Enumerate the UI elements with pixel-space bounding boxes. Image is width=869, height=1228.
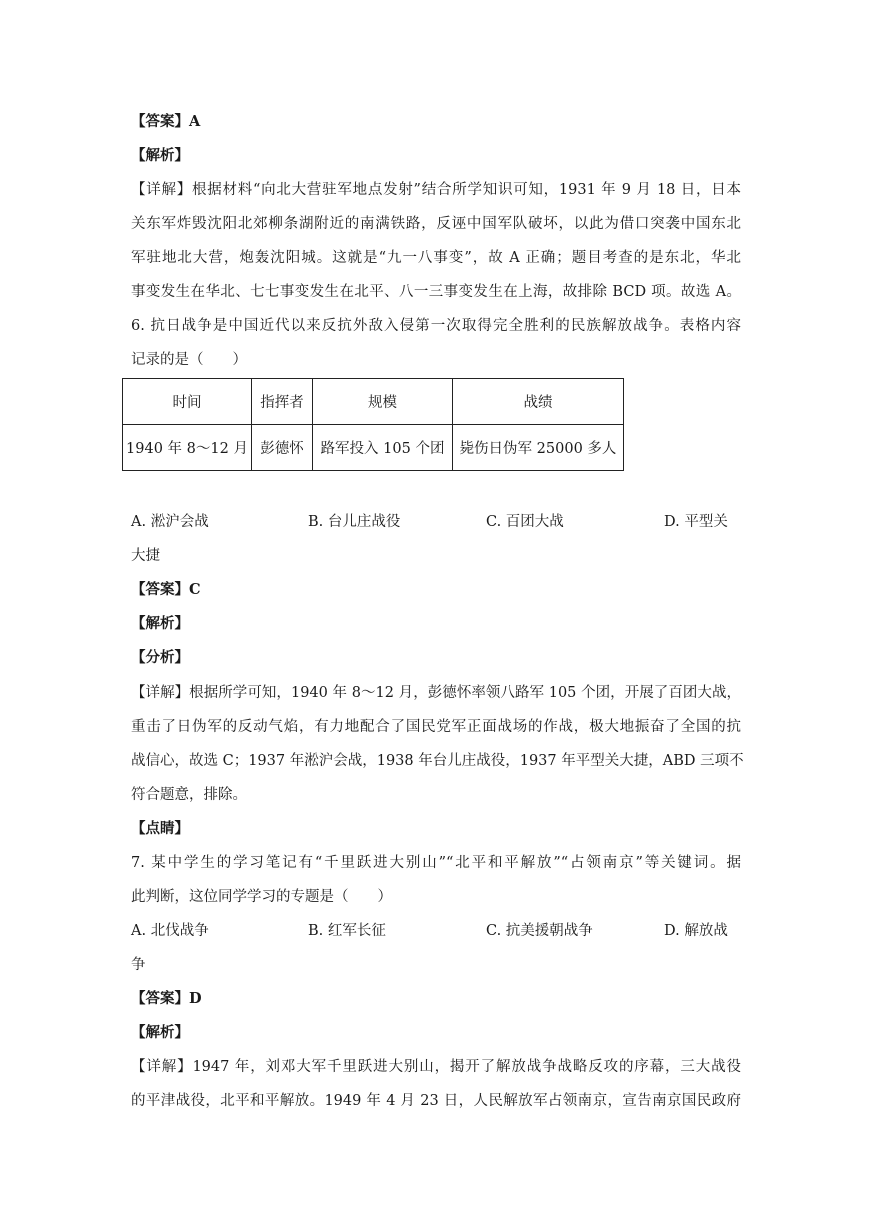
q5-detail-line-2: 关东军炸毁沈阳北郊柳条湖附近的南满铁路，反诬中国军队破坏，以此为借口突袭中国东北 [131, 216, 741, 232]
q5-answer: 【答案】A [131, 113, 201, 130]
q7-option-c: C. 抗美援朝战争 [486, 923, 593, 939]
q5-detail-line-3: 军驻地北大营，炮轰沈阳城。这就是“九一八事变”，故 A 正确；题目考查的是东北，华北 [131, 250, 741, 266]
q6-fenxi-heading: 【分析】 [131, 649, 189, 666]
q6-detail-line-4: 符合题意，排除。 [131, 787, 247, 803]
q6-option-d-continued: 大捷 [131, 548, 160, 564]
q5-detail-line-1: 【详解】根据材料“向北大营驻军地点发射”结合所学知识可知，1931 年 9 月 18 日，日本 [131, 182, 741, 198]
table-cell: 毙伤日伪军 25000 多人 [453, 425, 624, 471]
table-cell: 1940 年 8～12 月 [123, 425, 252, 471]
q7-option-b: B. 红军长征 [308, 923, 386, 939]
q5-detail-line-4: 事变发生在华北、七七事变发生在北平、八一三事变发生在上海，故排除 BCD 项。故选 A。 [131, 284, 741, 300]
table-header-row [123, 379, 624, 425]
q6-table [122, 378, 624, 471]
q7-option-d-continued: 争 [131, 957, 146, 973]
q6-stem-line-2: 记录的是（ ） [131, 352, 247, 368]
q6-detail-line-2: 重击了日伪军的反动气焰，有力地配合了国民党军正面战场的作战，极大地振奋了全国的抗 [131, 719, 741, 735]
q6-dianjing-heading: 【点睛】 [131, 820, 189, 837]
q6-option-c: C. 百团大战 [486, 514, 564, 530]
q7-detail-line-2: 的平津战役，北平和平解放。1949 年 4 月 23 日，人民解放军占领南京，宣告南京国民政府 [131, 1093, 741, 1109]
q7-analysis-heading: 【解析】 [131, 1024, 189, 1041]
q6-detail-line-1: 【详解】根据所学可知，1940 年 8～12 月，彭德怀率领八路军 105 个团，开展了百团大战， [131, 685, 741, 701]
q6-answer: 【答案】C [131, 581, 201, 598]
table-cell: 路军投入 105 个团 [313, 425, 453, 471]
q7-stem-line-2: 此判断，这位同学学习的专题是（ ） [131, 889, 392, 905]
q7-option-a: A. 北伐战争 [131, 923, 209, 939]
q5-analysis-heading: 【解析】 [131, 147, 189, 164]
q7-answer: 【答案】D [131, 990, 202, 1007]
q7-detail-line-1: 【详解】1947 年，刘邓大军千里跃进大别山，揭开了解放战争战略反攻的序幕，三大战役 [131, 1059, 741, 1075]
q6-stem-line-1: 6. 抗日战争是中国近代以来反抗外敌入侵第一次取得完全胜利的民族解放战争。表格内容 [131, 318, 741, 334]
table-header-cell: 规模 [313, 379, 453, 425]
q7-option-d: D. 解放战 [664, 923, 728, 939]
table-row [123, 425, 624, 471]
table-header-cell: 指挥者 [252, 379, 313, 425]
q6-option-a: A. 淞沪会战 [131, 514, 209, 530]
q6-option-b: B. 台儿庄战役 [308, 514, 401, 530]
table-cell: 彭德怀 [252, 425, 313, 471]
table-header-cell: 时间 [123, 379, 252, 425]
q7-stem-line-1: 7. 某中学生的学习笔记有“千里跃进大别山”“北平和平解放”“占领南京”等关键词。据 [131, 855, 741, 871]
q6-analysis-heading: 【解析】 [131, 615, 189, 632]
table-header-cell: 战绩 [453, 379, 624, 425]
q6-option-d: D. 平型关 [664, 514, 728, 530]
q6-detail-line-3: 战信心，故选 C；1937 年淞沪会战，1938 年台儿庄战役，1937 年平型关大捷，ABD 三项不 [131, 753, 744, 769]
